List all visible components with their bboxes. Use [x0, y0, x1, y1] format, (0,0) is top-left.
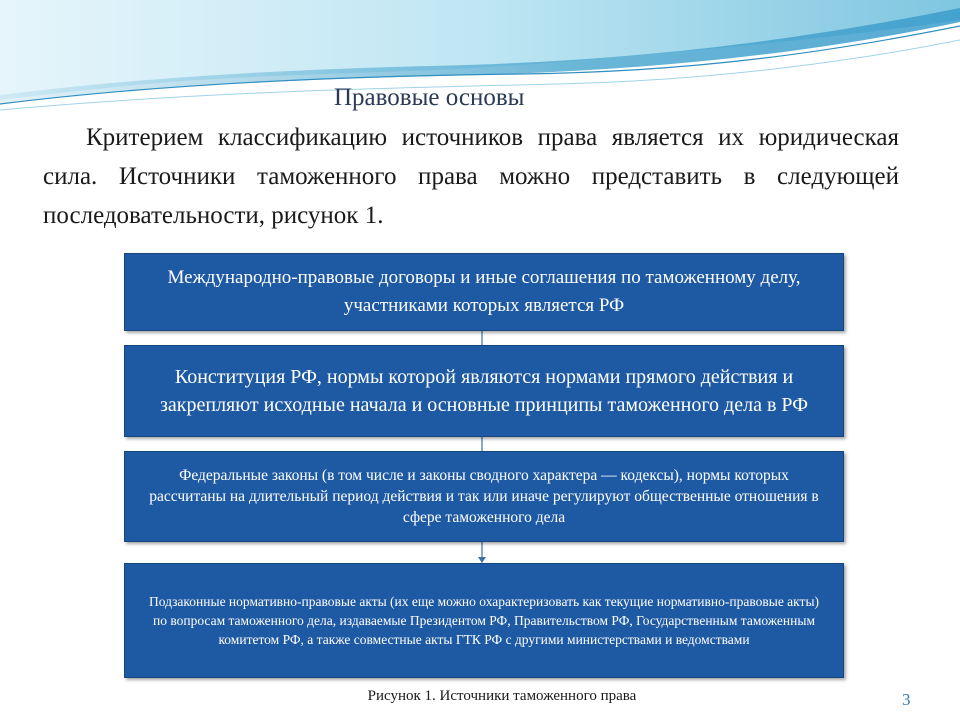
connector-1-2: [477, 331, 487, 345]
box-constitution-text: Конституция РФ, нормы которой являются нормами прямого действия и закрепляют исходные начала и основные принципы таможенного дела в РФ: [160, 366, 808, 416]
box-federal-laws-text: Федеральные законы (в том числе и законы сводного характера — кодексы), нормы которых рассчитаны на длительный период действия и так или иначе регулируют общественные отношения в сфере таможенного дела: [149, 467, 819, 526]
box-international-treaties: [124, 253, 844, 331]
page-number: 3: [902, 690, 911, 709]
box-constitution: [124, 345, 844, 437]
intro-paragraph: Критерием классификацию источников права является их юридическая сила. Источники таможенного права можно представить в следующей последовательности, рисунок 1.: [43, 124, 899, 229]
slide-title: Правовые основы: [334, 84, 525, 111]
box-bylaws-text: Подзаконные нормативно-правовые акты (их еще можно охарактеризовать как текущие нормативно-правовые акты) по вопросам таможенного дела, издаваемые Президентом РФ, Правительством РФ, Государственным таможенным комитетом РФ, а также совместные акты ГТК РФ с другими министерствами и ведомствами: [148, 594, 820, 647]
box-federal-laws: [124, 451, 844, 542]
figure-caption: Рисунок 1. Источники таможенного права: [367, 688, 637, 704]
connector-2-3: [477, 437, 487, 451]
connector-3-4: [477, 542, 487, 563]
box-international-treaties-text: Международно-правовые договоры и иные соглашения по таможенному делу, участниками которых является РФ: [167, 267, 801, 316]
box-bylaws: [124, 563, 844, 678]
